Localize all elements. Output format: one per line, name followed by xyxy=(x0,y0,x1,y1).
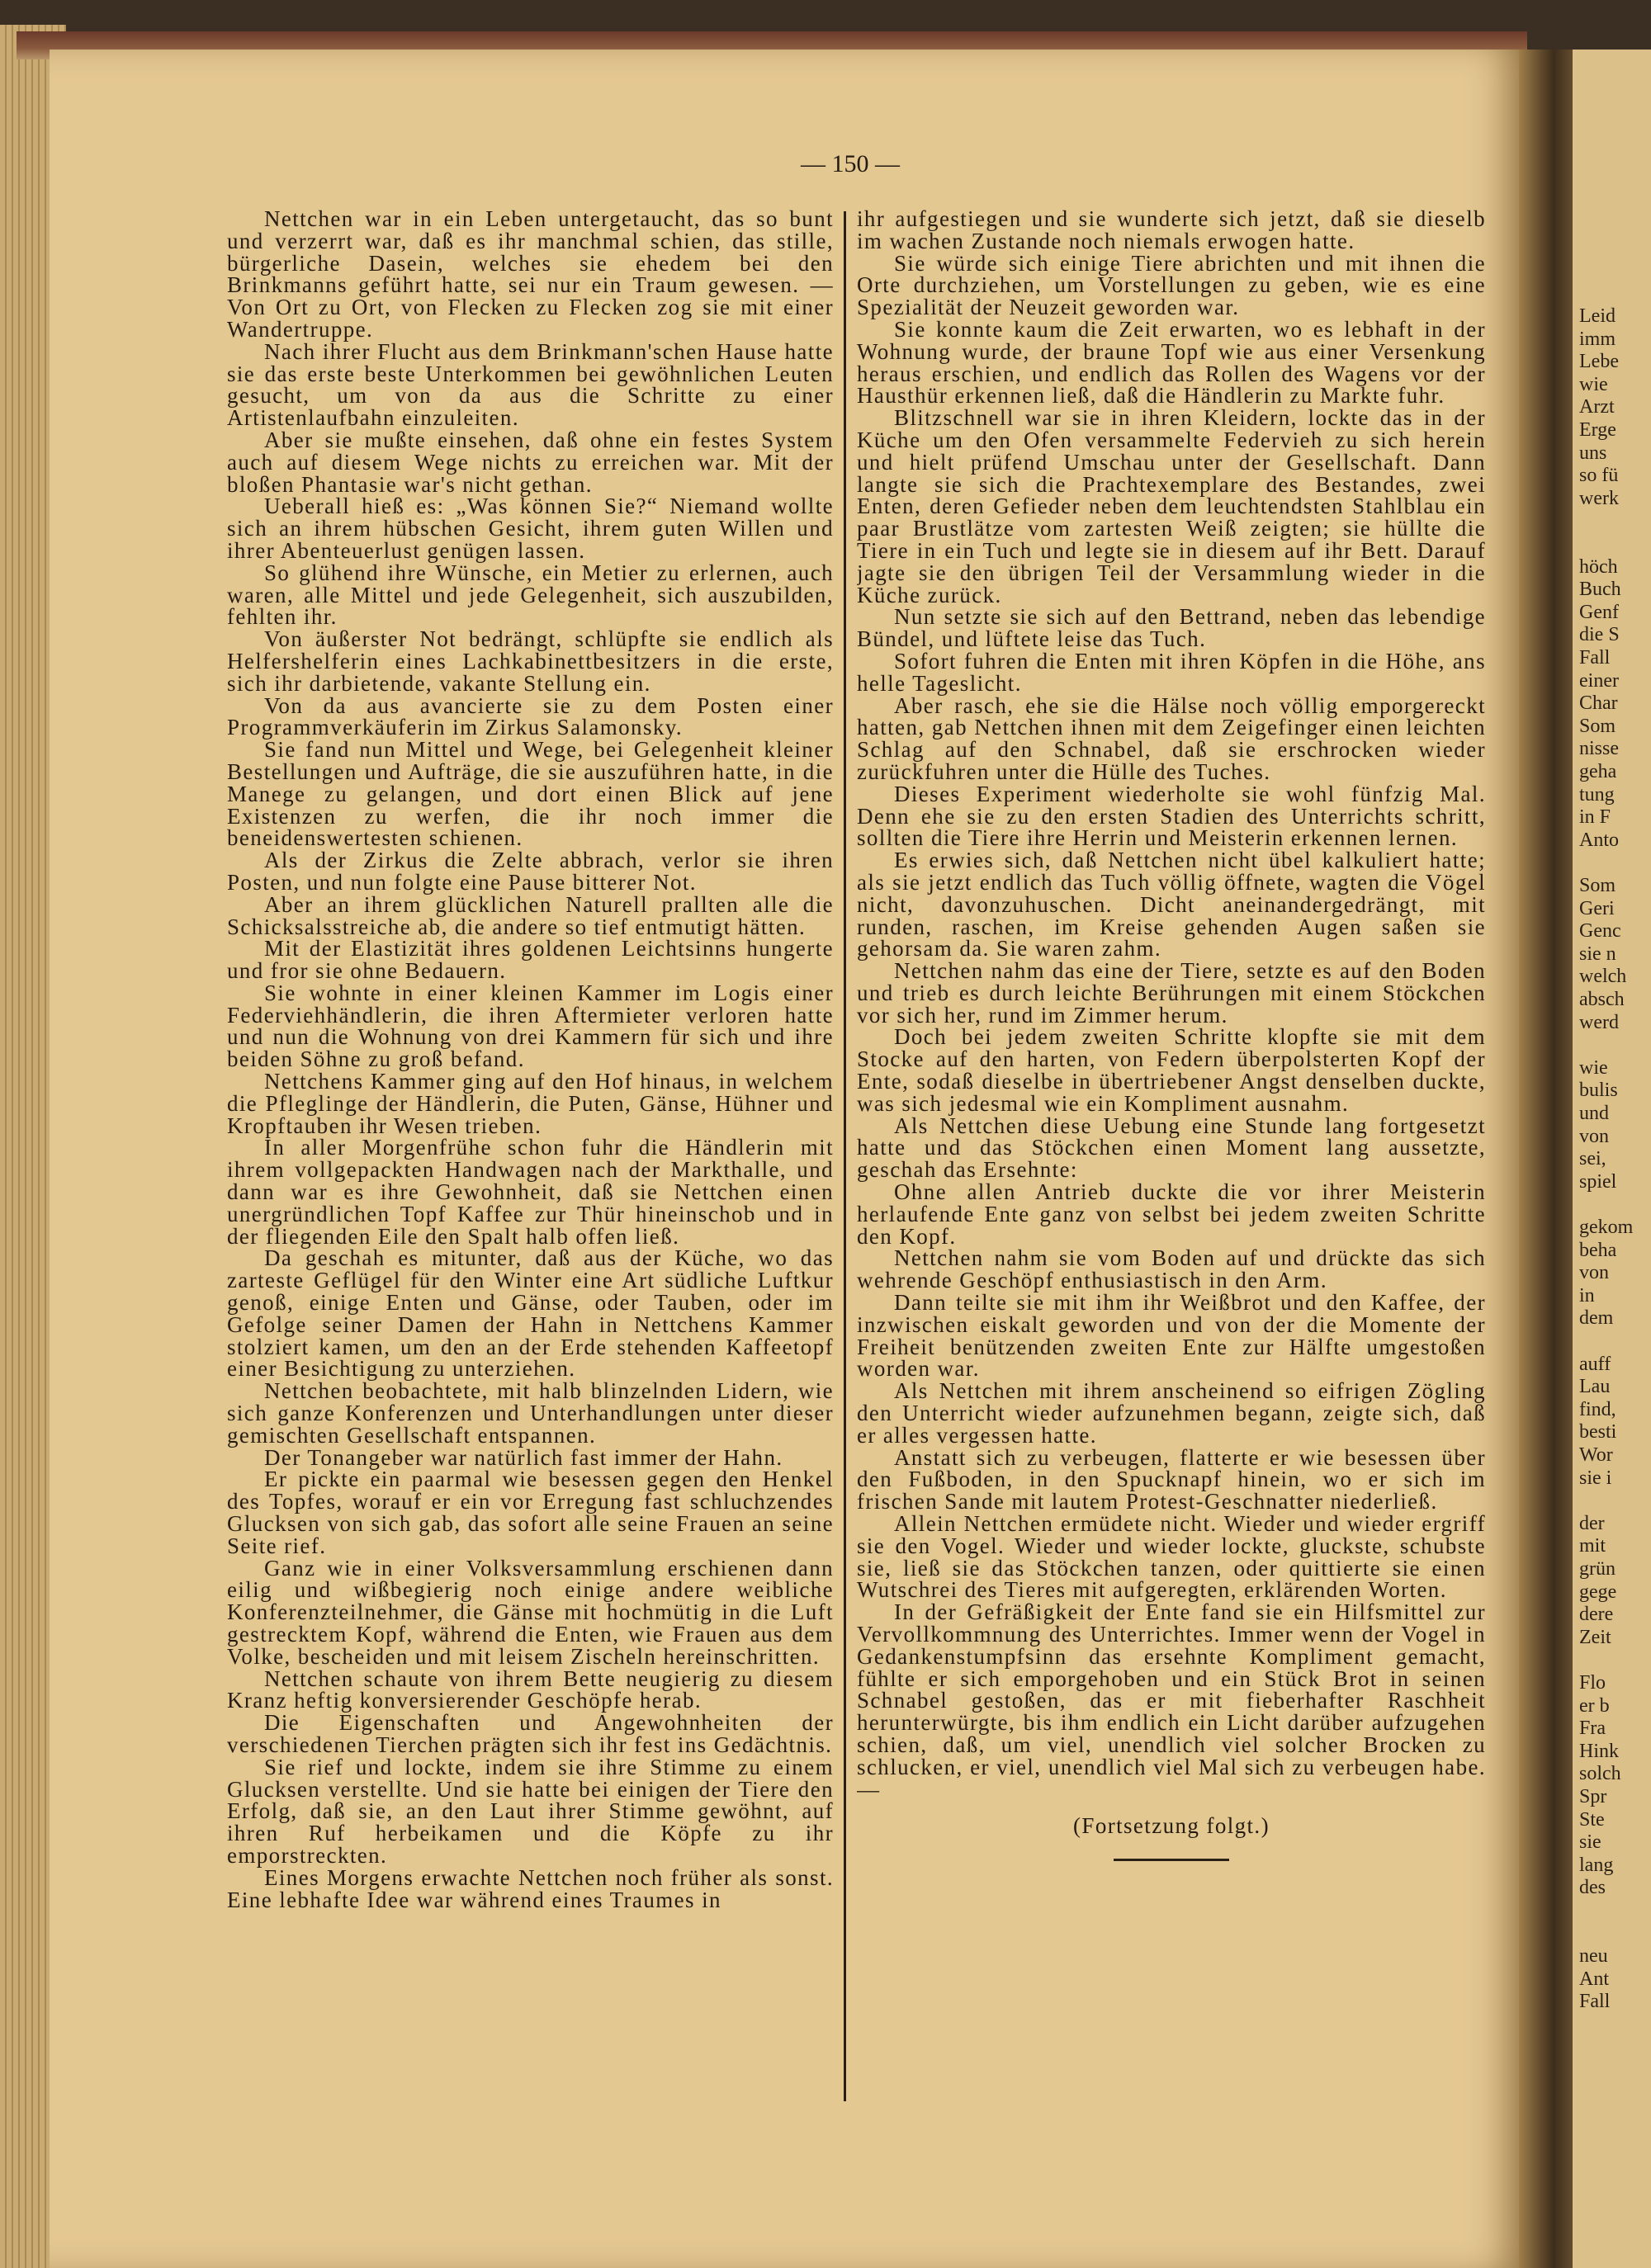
paragraph: Nettchen nahm sie vom Boden auf und drückte das sich wehrende Geschöpf enthusiastisch in den Arm. xyxy=(857,1245,1486,1293)
next-page-fragment: Flo xyxy=(1579,1672,1606,1694)
column-divider xyxy=(844,211,846,2101)
next-page-fragment: sie i xyxy=(1579,1467,1612,1489)
next-page-fragment: mit xyxy=(1579,1535,1606,1557)
next-page-fragment: von xyxy=(1579,1125,1609,1147)
paragraph: Ganz wie in einer Volksversammlung erschienen dann eilig und wißbegierig noch einige andere weibliche Konferenzteilnehmer, die Gänse mit hochmütig in die Luft gestrecktem Kopf, während die Enten, wie Frauen aus dem Volke, bescheiden und mit leisem Zischeln hereinschritten. xyxy=(227,1555,834,1669)
paragraph: Dieses Experiment wiederholte sie wohl fünfzig Mal. Denn ehe sie zu den ersten Stadien des Unterrichts schritt, sollten die Tiere ihre Herrin und Meisterin erkennen lernen. xyxy=(857,781,1486,851)
next-page-fragment: Erge xyxy=(1579,419,1616,441)
end-rule xyxy=(1114,1859,1229,1861)
paragraph: Allein Nettchen ermüdete nicht. Wieder und wieder ergriff sie den Vogel. Wieder und wieder lockte, gluckste, schubste sie, ließ sie das Stöckchen tanzen, oder quittierte sie einen Wutschrei des Tieres mit aufgeregten, erklärenden Worten. xyxy=(857,1511,1486,1603)
next-page-fragment: Ant xyxy=(1579,1968,1609,1990)
paragraph: Er pickte ein paarmal wie besessen gegen den Henkel des Topfes, worauf er ein vor Erregung fast schluchzendes Glucksen von sich gab, das sofort alle seine Frauen an seine Seite rief. xyxy=(227,1467,834,1558)
next-page-fragment: werd xyxy=(1579,1011,1619,1033)
next-page-fragment: einer xyxy=(1579,669,1619,692)
next-page-fragment: von xyxy=(1579,1262,1609,1284)
next-page-fragment: dere xyxy=(1579,1604,1614,1626)
next-page-fragment: Ste xyxy=(1579,1808,1605,1831)
paragraph: Nettchen war in ein Leben untergetaucht, das so bunt und verzerrt war, daß es ihr manchmal schien, das stille, bürgerliche Dasein, welches sie ehedem bei den Brinkmanns geführt hatte, sei nur ein Traum gewesen. — Von Ort zu Ort, von Flecken zu Flecken zog sie mit einer Wandertruppe. xyxy=(227,208,834,342)
next-page-fragment: welch xyxy=(1579,966,1627,988)
next-page-fragment: Lau xyxy=(1579,1376,1611,1398)
paragraph: Dann teilte sie mit ihm ihr Weißbrot und den Kaffee, der inzwischen eiskalt geworden und von der die Momente der Freiheit benützenden zweiten Ente zur Hälfte umgestoßen worden war. xyxy=(857,1290,1486,1382)
next-page-fragment: Som xyxy=(1579,875,1616,896)
paragraph: Der Tonangeber war natürlich fast immer der Hahn. xyxy=(264,1444,783,1470)
next-page-fragment: sie xyxy=(1579,1831,1601,1854)
paragraph: Anstatt sich zu verbeugen, flatterte er wie besessen über den Fußboden, in den Spucknapf hinein, wo er sich im frischen Sande mit lautem Protest-Geschnatter niederließ. xyxy=(857,1444,1486,1514)
paragraph: Sie würde sich einige Tiere abrichten und mit ihnen die Orte durchziehen, um Vorstellungen zu geben, wie es eine Spezialität der Neuzeit geworden war. xyxy=(857,250,1486,320)
paragraph: Sofort fuhren die Enten mit ihren Köpfen in die Höhe, ans helle Tageslicht. xyxy=(857,648,1486,696)
next-page-fragment: er b xyxy=(1579,1694,1610,1717)
paragraph: Nettchens Kammer ging auf den Hof hinaus, in welchem die Pfleglinge der Händlerin, die Puten, Gänse, Hühner und Kropftauben ihr Wesen trieben. xyxy=(227,1069,834,1138)
next-page-fragment: so fü xyxy=(1579,465,1619,487)
paragraph: Nettchen schaute von ihrem Bette neugierig zu diesem Kranz heftig konversierender Geschöpfe herab. xyxy=(227,1666,834,1713)
next-page-fragment: Lebe xyxy=(1579,351,1619,373)
paragraph: ihr aufgestiegen und sie wunderte sich jetzt, daß sie dieselb im wachen Zustande noch niemals erwogen hatte. xyxy=(857,208,1486,253)
next-page-fragment: sei, xyxy=(1579,1148,1606,1170)
paragraph: Ueberall hieß es: „Was können Sie?“ Niemand wollte sich an ihrem hübschen Gesicht, ihrem guten Willen und ihrer Abenteuerlust genügen lassen. xyxy=(227,494,834,563)
paragraph: Aber rasch, ehe sie die Hälse noch völlig emporgereckt hatten, gab Nettchen ihnen mit dem Zeigefinger einen leichten Schlag auf den Schnabel, daß sie erschrocken wieder zurückfuhren unter die Hülle des Tuches. xyxy=(857,692,1486,784)
next-page-fragment: solch xyxy=(1579,1763,1621,1785)
paragraph: Von äußerster Not bedrängt, schlüpfte sie endlich als Helfershelferin eines Lachkabinettbesitzers in die erste, sich ihr darbietende, vakante Stellung ein. xyxy=(227,626,834,696)
next-page-fragment: nisse xyxy=(1579,738,1619,760)
right-column xyxy=(857,208,1486,2106)
next-page-fragment: Fall xyxy=(1579,647,1611,669)
next-page-fragment: spiel xyxy=(1579,1170,1617,1193)
next-page-fragment: imm xyxy=(1579,328,1616,350)
next-page-fragment: in xyxy=(1579,1284,1595,1306)
page-number: — 150 — xyxy=(801,150,900,177)
paragraph: Aber sie mußte einsehen, daß ohne ein festes System auch auf diesem Wege nichts zu erreichen war. Mit der bloßen Phantasie war's nicht gethan. xyxy=(227,427,834,497)
next-page-fragment: Som xyxy=(1579,715,1616,737)
next-page-fragment: lang xyxy=(1579,1854,1614,1876)
next-page-fragment: in F xyxy=(1579,806,1611,829)
next-page-fragment: Buch xyxy=(1579,579,1621,601)
paragraph: Aber an ihrem glücklichen Naturell prallten alle die Schicksalsstreiche ab, die andere so tief entmutigt hätten. xyxy=(227,891,834,939)
next-page-fragment: neu xyxy=(1579,1945,1608,1968)
next-page-edge xyxy=(1573,50,1651,2268)
next-page-fragment: Fall xyxy=(1579,1991,1611,2013)
next-page-fragment: Hink xyxy=(1579,1740,1619,1762)
next-page-fragment: Genc xyxy=(1579,920,1621,943)
next-page-fragment: uns xyxy=(1579,442,1607,464)
paragraph: Sie wohnte in einer kleinen Kammer im Logis einer Federviehhändlerin, die ihren Aftermieter verloren hatte und nun die Wohnung von drei Kammern für sich und ihre beiden Söhne zu groß befand. xyxy=(227,980,834,1072)
left-column xyxy=(227,208,834,2106)
next-page-fragment: gekom xyxy=(1579,1217,1634,1238)
paragraph: Nun setzte sie sich auf den Bettrand, neben das lebendige Bündel, und lüftete leise das Tuch. xyxy=(857,604,1486,652)
next-page-fragment: dem xyxy=(1579,1307,1614,1330)
paragraph: Da geschah es mitunter, daß aus der Küche, wo das zarteste Geflügel für den Winter eine Art südliche Luftkur genoß, einige Enten und Gänse, oder Tauben, oder im Gefolge seiner Damen der Hahn in Nettchens Kammer stolziert kamen, um den an der Erde stehenden Kaffeetopf einer Besichtigung zu unterziehen. xyxy=(227,1245,834,1382)
next-page-fragment: Spr xyxy=(1579,1786,1607,1807)
next-page-fragment: sie n xyxy=(1579,943,1616,965)
next-page-fragment: des xyxy=(1579,1877,1606,1899)
paragraph: Nettchen nahm das eine der Tiere, setzte es auf den Boden und trieb es durch leichte Berührungen mit einem Stöckchen vor sich her, rund im Zimmer herum. xyxy=(857,958,1486,1028)
next-page-fragment: werk xyxy=(1579,487,1619,509)
next-page-fragment: Geri xyxy=(1579,897,1615,919)
paragraph: So glühend ihre Wünsche, ein Metier zu erlernen, auch waren, alle Mittel und jede Gelegenheit, sich auszubilden, fehlten ihr. xyxy=(227,560,834,630)
next-page-fragment: der xyxy=(1579,1512,1605,1534)
paragraph: Eines Morgens erwachte Nettchen noch früher als sonst. Eine lebhafte Idee war während eines Traumes in xyxy=(227,1864,834,1912)
paragraph: Als Nettchen mit ihrem anscheinend so eifrigen Zögling den Unterricht wieder aufzunehmen begann, zeigte sich, daß er alles vergessen hatte. xyxy=(857,1378,1486,1448)
paragraph: Sie fand nun Mittel und Wege, bei Gelegenheit kleiner Bestellungen und Aufträge, die sie auszuführen hatte, in die Manege zu gelangen, und dort einen Blick auf jene Existenzen zu werfen, die ihr noch immer die beneidenswertesten schienen. xyxy=(227,737,834,851)
next-page-fragment: die S xyxy=(1579,624,1620,646)
next-page-fragment: wie xyxy=(1579,373,1608,395)
next-page-fragment: Wor xyxy=(1579,1444,1613,1466)
paragraph: In der Gefräßigkeit der Ente fand sie ein Hilfsmittel zur Vervollkommnung des Unterrichtes. Immer wenn der Vogel in Gedankenstumpfsinn das ersehnte Kompliment gemacht, fühlte er sich emporgehoben und ein Stück Brot in seinen Schnabel gestoßen, das er mit fieberhafter Raschheit herunterwürgte, bis ihm endlich ein Licht darüber aufzugehen schien, daß, um viel, unendlich viel solcher Brocken zu schlucken, er viel, unendlich viel Mal sich zu verbeugen habe. — xyxy=(857,1599,1486,1802)
next-page-fragment: find, xyxy=(1579,1398,1616,1420)
next-page-fragment: höch xyxy=(1579,555,1618,578)
next-page-fragment: Genf xyxy=(1579,601,1619,623)
paragraph: Nettchen beobachtete, mit halb blinzelnden Lidern, wie sich ganze Konferenzen und Unterhandlungen unter dieser gemischten Gesellschaft entspannen. xyxy=(227,1378,834,1448)
paragraph: Mit der Elastizität ihres goldenen Leichtsinns hungerte und fror sie ohne Bedauern. xyxy=(227,936,834,984)
next-page-fragment: bulis xyxy=(1579,1080,1618,1102)
paragraph: In aller Morgenfrühe schon fuhr die Händlerin mit ihrem vollgepackten Handwagen nach der Markthalle, und dann war es ihre Gewohnheit, daß sie Nettchen einen unergründlichen Topf Kaffee zur Thür hineinschob und in der fliegenden Eile den Spalt halb offen ließ. xyxy=(227,1135,834,1249)
next-page-fragment: Fra xyxy=(1579,1718,1606,1740)
next-page-fragment: grün xyxy=(1579,1558,1616,1580)
next-page-fragment: geha xyxy=(1579,761,1617,782)
paragraph: Doch bei jedem zweiten Schritte klopfte sie mit dem Stocke auf den harten, von Federn überpolsterten Kopf der Ente, sodaß dieselbe in übertriebener Angst denselben duckte, was sich jedesmal wie ein Kompliment ausnahm. xyxy=(857,1024,1486,1116)
paragraph: Blitzschnell war sie in ihren Kleidern, lockte das in der Küche um den Ofen versammelte Federvieh zu sich herein und hielt prüfend Umschau unter der Gesellschaft. Dann langte sie sich die Prachtexemplare des Bestandes, zwei Enten, deren Gefieder neben dem leuchtendsten Stahlblau ein paar Brustlätze vom zartesten Weiß zeigten; sie hüllte die Tiere in ein Tuch und legte sie in diesem auf ihr Bett. Darauf jagte sie den übrigen Teil der Versammlung wieder in die Küche zurück. xyxy=(857,405,1486,607)
next-page-fragment: wie xyxy=(1579,1056,1608,1079)
next-page-fragment: Anto xyxy=(1579,829,1619,851)
next-page-fragment: Arzt xyxy=(1579,396,1615,418)
next-page-fragment: Leid xyxy=(1579,305,1616,327)
paragraph: Ohne allen Antrieb duckte die vor ihrer Meisterin herlaufende Ente ganz von selbst bei jedem zweiten Schritte den Kopf. xyxy=(857,1179,1486,1249)
paragraph: Nach ihrer Flucht aus dem Brinkmann'schen Hause hatte sie das erste beste Unterkommen bei gewöhnlichen Leuten gesucht, um von da aus die Schritte zu einer Artistenlaufbahn einzuleiten. xyxy=(227,338,834,431)
next-page-fragment: und xyxy=(1579,1103,1609,1124)
paragraph: Es erwies sich, daß Nettchen nicht übel kalkuliert hatte; als sie jetzt endlich das Tuch völlig öffnete, wagten die Vögel nicht, davonzuhuschen. Dicht aneinandergedrängt, mit runden, raschen, im Kreise gehenden Augen saßen sie gehorsam da. Sie waren zahm. xyxy=(857,848,1486,962)
paragraph: Als Nettchen diese Uebung eine Stunde lang fortgesetzt hatte und das Stöckchen einen Moment lang aussetzte, geschah das Ersehnte: xyxy=(857,1113,1486,1183)
next-page-fragment: Char xyxy=(1579,692,1618,715)
next-page-fragment: auff xyxy=(1579,1353,1611,1375)
book-gutter xyxy=(1519,50,1577,2268)
next-page-fragment: gege xyxy=(1579,1581,1617,1603)
continuation-note: (Fortsetzung folgt.) xyxy=(1073,1813,1270,1839)
next-page-fragment: beha xyxy=(1579,1239,1617,1261)
paragraph: Als der Zirkus die Zelte abbrach, verlor sie ihren Posten, und nun folgte eine Pause bitterer Not. xyxy=(227,848,834,895)
paragraph: Von da aus avancierte sie zu dem Posten einer Programmverkäuferin im Zirkus Salamonsky. xyxy=(227,692,834,740)
next-page-fragment: tung xyxy=(1579,783,1615,806)
paragraph: Sie rief und lockte, indem sie ihre Stimme zu einem Glucksen verstellte. Und sie hatte bei einigen der Tiere den Erfolg, daß sie, an den Laut ihrer Stimme gewöhnt, auf ihren Ruf herbeikamen und die Köpfe zu ihr emporstreckten. xyxy=(227,1754,834,1868)
paragraph: Sie konnte kaum die Zeit erwarten, wo es lebhaft in der Wohnung wurde, der braune Topf wie aus einer Versenkung heraus erschien, und endlich das Rollen des Wagens vor der Hausthür erkennen ließ, daß die Händlerin zu Markte fuhr. xyxy=(857,316,1486,409)
next-page-fragment: absch xyxy=(1579,989,1625,1010)
paragraph: Die Eigenschaften und Angewohnheiten der verschiedenen Tierchen prägten sich ihr fest ins Gedächtnis. xyxy=(227,1710,834,1757)
next-page-fragment: Zeit xyxy=(1579,1626,1611,1648)
next-page-fragment: besti xyxy=(1579,1421,1617,1443)
